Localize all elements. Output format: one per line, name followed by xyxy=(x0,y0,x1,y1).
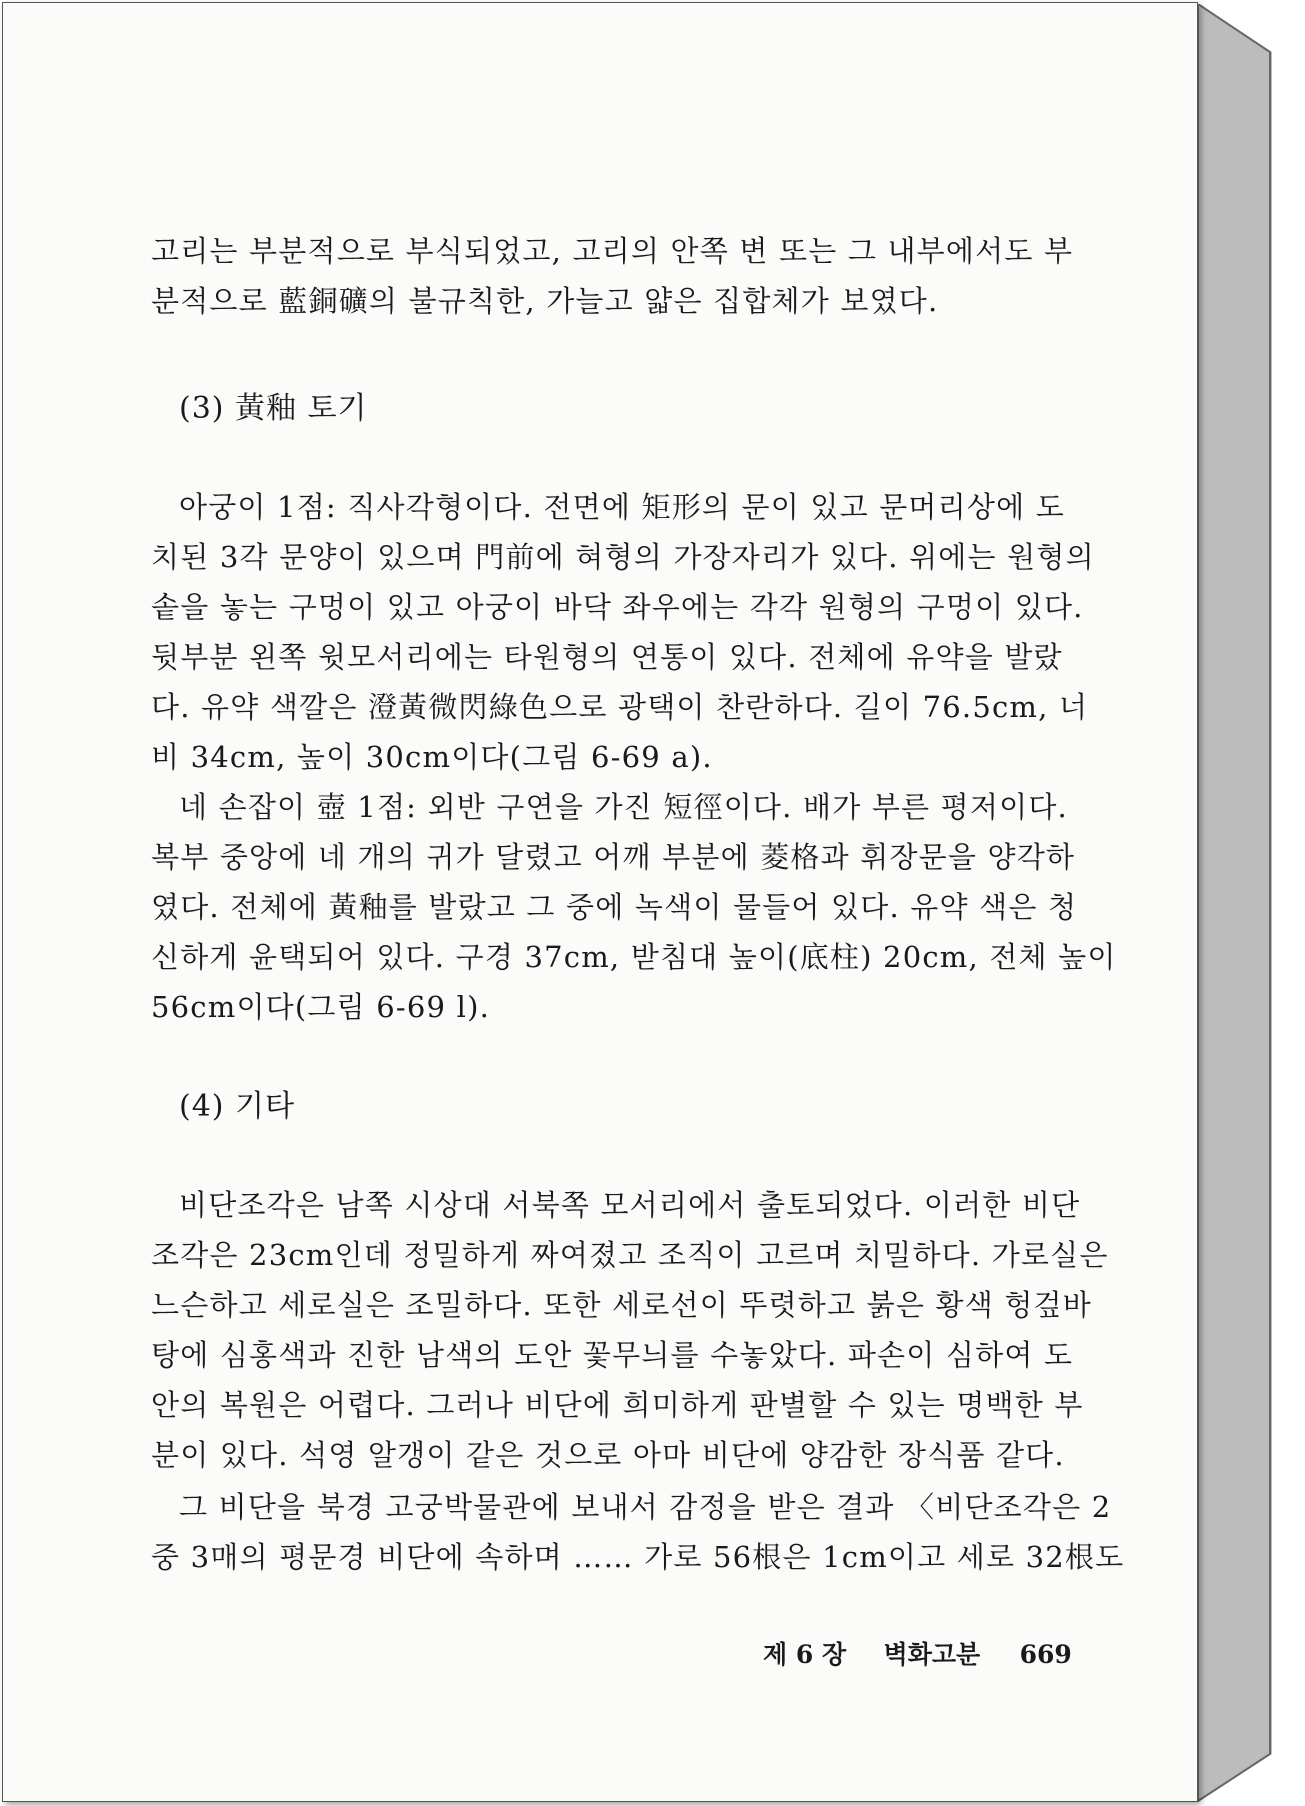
text-line: 안의 복원은 어렵다. 그러나 비단에 희미하게 판별할 수 있는 명백한 부 xyxy=(151,1388,1084,1422)
text-line: 분적으로 藍銅礦의 불규칙한, 가늘고 얇은 집합체가 보였다. xyxy=(151,284,939,318)
text-line: 그 비단을 북경 고궁박물관에 보내서 감정을 받은 결과 〈비단조각은 2 xyxy=(179,1490,1112,1524)
text-line: 56cm이다(그림 6-69 l). xyxy=(151,990,491,1024)
text-line: 느슨하고 세로실은 조밀하다. 또한 세로선이 뚜렷하고 붉은 황색 헝겊바 xyxy=(151,1288,1092,1322)
text-line: 네 손잡이 壺 1점: 외반 구연을 가진 短徑이다. 배가 부른 평저이다. xyxy=(179,790,1068,824)
page-footer xyxy=(763,1635,1072,1671)
text-line: 고리는 부분적으로 부식되었고, 고리의 안쪽 변 또는 그 내부에서도 부 xyxy=(151,234,1074,268)
book-spine xyxy=(1198,4,1272,1802)
section-heading-4: (4) 기타 xyxy=(179,1089,295,1124)
book-page xyxy=(2,2,1198,1802)
text-line: 복부 중앙에 네 개의 귀가 달렸고 어깨 부분에 菱格과 휘장문을 양각하 xyxy=(151,840,1076,874)
text-line: 분이 있다. 석영 알갱이 같은 것으로 아마 비단에 양감한 장식품 같다. xyxy=(151,1438,1065,1472)
section-heading-3: (3) 黃釉 토기 xyxy=(179,391,368,426)
text-line: 신하게 윤택되어 있다. 구경 37cm, 받침대 높이(底柱) 20cm, 전체 높이 xyxy=(151,940,1117,974)
text-line: 다. 유약 색깔은 澄黃微閃綠色으로 광택이 찬란하다. 길이 76.5cm, 너 xyxy=(151,690,1089,724)
text-line: 솥을 놓는 구멍이 있고 아궁이 바닥 좌우에는 각각 원형의 구멍이 있다. xyxy=(151,590,1084,624)
page-number: 669 xyxy=(1019,1640,1072,1669)
text-line: 탕에 심홍색과 진한 남색의 도안 꽃무늬를 수놓았다. 파손이 심하여 도 xyxy=(151,1338,1074,1372)
footer-chapter: 제 6 장 xyxy=(763,1640,847,1669)
text-line: 비 34cm, 높이 30cm이다(그림 6-69 a). xyxy=(151,740,713,774)
text-line: 아궁이 1점: 직사각형이다. 전면에 矩形의 문이 있고 문머리상에 도 xyxy=(179,490,1065,524)
text-line: 치된 3각 문양이 있으며 門前에 혀형의 가장자리가 있다. 위에는 원형의 xyxy=(151,540,1095,574)
text-line: 뒷부분 왼쪽 윗모서리에는 타원형의 연통이 있다. 전체에 유약을 발랐 xyxy=(151,640,1063,674)
text-line: 중 3매의 평문경 비단에 속하며 …… 가로 56根은 1cm이고 세로 32根도 xyxy=(151,1540,1125,1574)
text-line: 비단조각은 남쪽 시상대 서북쪽 모서리에서 출토되었다. 이러한 비단 xyxy=(179,1188,1081,1222)
text-line: 였다. 전체에 黃釉를 발랐고 그 중에 녹색이 물들어 있다. 유약 색은 청 xyxy=(151,890,1078,924)
footer-chapter-title: 벽화고분 xyxy=(883,1640,981,1669)
text-line: 조각은 23cm인데 정밀하게 짜여졌고 조직이 고르며 치밀하다. 가로실은 xyxy=(151,1238,1109,1272)
